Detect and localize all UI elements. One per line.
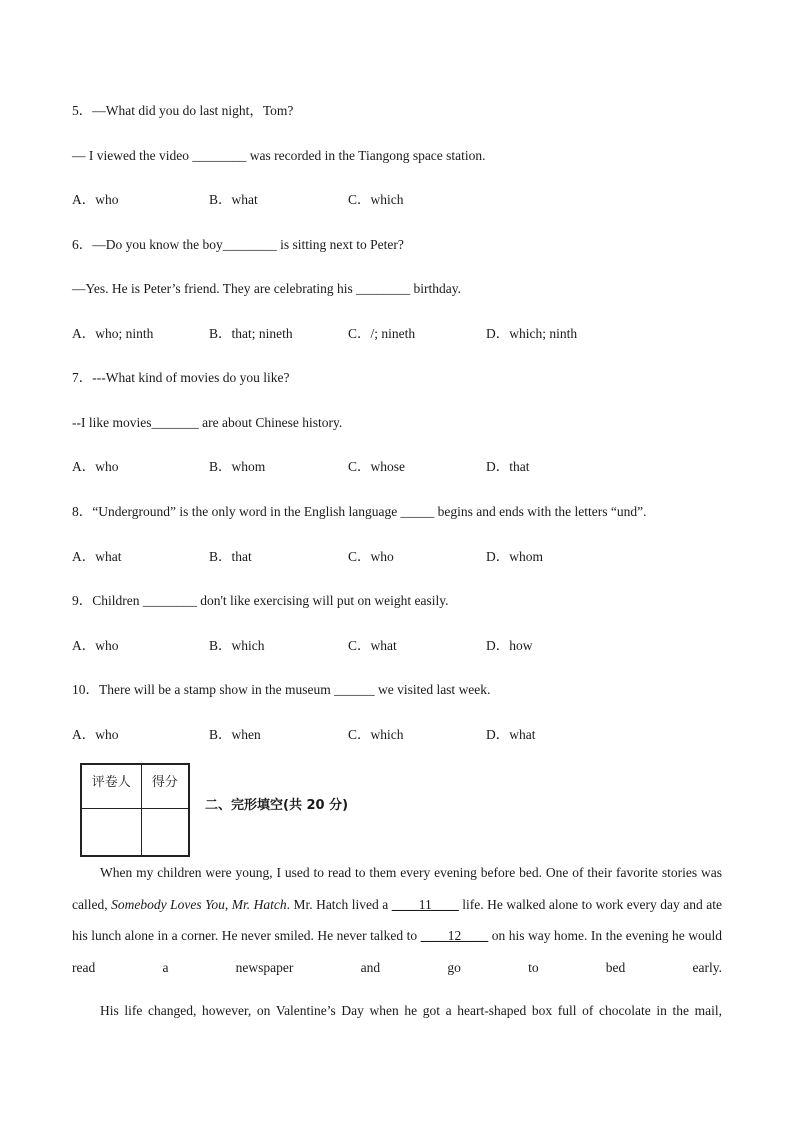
question-text: ---What kind of movies do you like? [92, 370, 290, 385]
question-7-line-2: --I like movies_______ are about Chinese history. [72, 415, 343, 430]
question-6-line-2: —Yes. He is Peter’s friend. They are celebrating his ________ birthday. [72, 281, 462, 296]
q10-option-c[interactable]: C．which [348, 727, 404, 742]
question-5-stem [72, 102, 722, 120]
question-text: There will be a stamp show in the museum ______ we visited last week. [99, 682, 491, 697]
q9-option-a[interactable]: A．who [72, 638, 119, 653]
q6-option-d[interactable]: D．which; ninth [486, 326, 578, 341]
q7-option-c[interactable]: C．whose [348, 459, 405, 474]
question-10-stem [72, 681, 722, 699]
question-text: “Underground” is the only word in the English language _____ begins and ends with the letters “und”. [92, 504, 647, 519]
question-5-line-2: — I viewed the video ________ was recorded in the Tiangong space station. [72, 148, 486, 163]
passage-text: . Mr. Hatch lived a [286, 896, 392, 912]
q8-option-b[interactable]: B．that [209, 549, 252, 564]
q5-option-a[interactable]: A．who [72, 192, 119, 207]
blank-11[interactable]: ____11____ [391, 896, 459, 912]
q9-option-c[interactable]: C．what [348, 638, 397, 653]
question-6-stem [72, 236, 722, 254]
q9-option-d[interactable]: D．how [486, 638, 533, 653]
question-8-stem [72, 503, 722, 521]
question-number: 10． [72, 682, 99, 697]
q7-option-a[interactable]: A．who [72, 459, 119, 474]
passage-text: life. He walked alone to work every day and ate his lunch alone in a corner. He never smiled. He never talked to [72, 896, 722, 943]
q5-option-b[interactable]: B．what [209, 192, 258, 207]
question-7-stem [72, 369, 722, 387]
q10-option-b[interactable]: B．when [209, 727, 261, 742]
q10-option-a[interactable]: A．who [72, 727, 119, 742]
q7-option-b[interactable]: B．whom [209, 459, 266, 474]
q8-option-d[interactable]: D．whom [486, 549, 543, 564]
question-number: 5． [72, 103, 93, 118]
passage-paragraph-2: His life changed, however, on Valentine’s Day when he got a heart-shaped box full of chocolate in the mail, [100, 1003, 722, 1018]
question-number: 6． [72, 237, 93, 252]
q7-option-d[interactable]: D．that [486, 459, 530, 474]
score-cell[interactable] [141, 808, 189, 856]
q8-option-c[interactable]: C．who [348, 549, 394, 564]
q6-option-b[interactable]: B．that; nineth [209, 326, 293, 341]
question-text: —Do you know the boy________ is sitting next to Peter? [92, 237, 404, 252]
passage-paragraph-1 [72, 857, 722, 983]
question-9-stem [72, 592, 722, 610]
score-table [80, 763, 190, 857]
question-number: 7． [72, 370, 93, 385]
q5-option-c[interactable]: C．which [348, 192, 404, 207]
passage-text: on his way home. In the evening he would read a newspaper and go to bed early. [72, 928, 722, 975]
section-title: 二、完形填空(共 20 分) [205, 798, 349, 813]
passage-text: When my children were young, I used to read to them every evening before bed. One of their favorite stories was called, [72, 865, 722, 912]
question-text: —What did you do last night，Tom? [92, 103, 294, 118]
grader-cell[interactable] [81, 808, 141, 856]
q6-option-c[interactable]: C．/; nineth [348, 326, 416, 341]
score-label: 得分 [141, 764, 189, 808]
q6-option-a[interactable]: A．who; ninth [72, 326, 154, 341]
question-text: Children ________ don't like exercising will put on weight easily. [92, 593, 449, 608]
story-title: Somebody Loves You, Mr. Hatch [111, 896, 287, 912]
q10-option-d[interactable]: D．what [486, 727, 536, 742]
grader-label: 评卷人 [81, 764, 141, 808]
question-number: 9． [72, 593, 93, 608]
blank-12[interactable]: ____12____ [420, 928, 489, 943]
q9-option-b[interactable]: B．which [209, 638, 265, 653]
q8-option-a[interactable]: A．what [72, 549, 122, 564]
question-number: 8． [72, 504, 93, 519]
